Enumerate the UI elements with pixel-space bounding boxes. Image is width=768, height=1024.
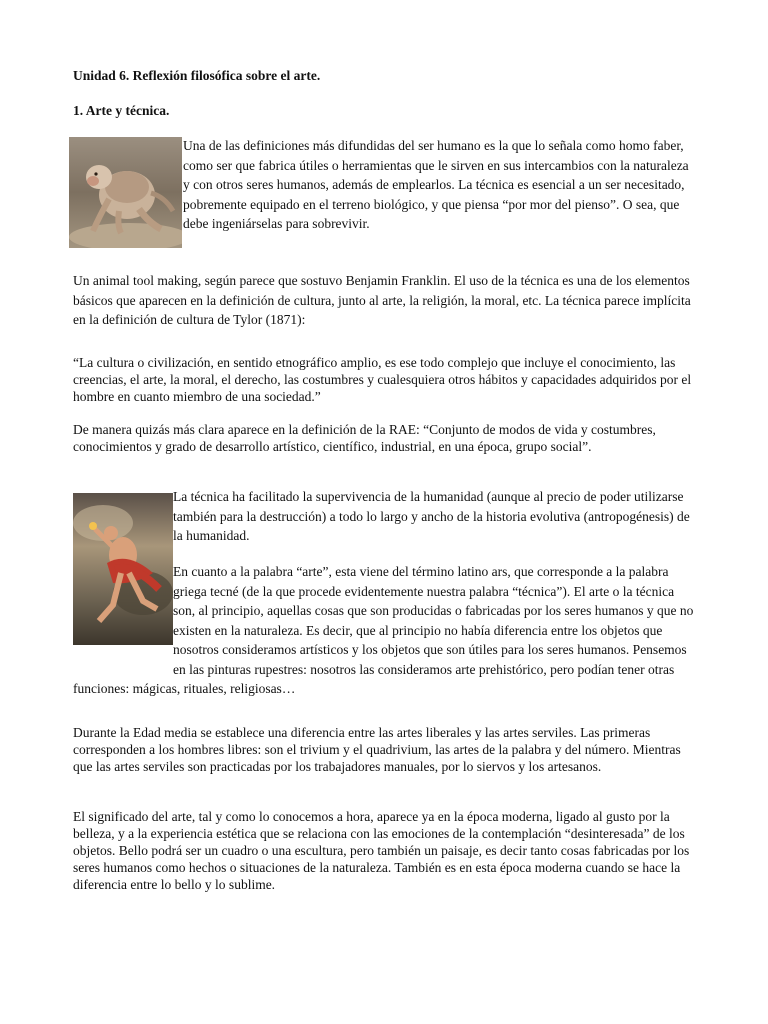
paragraph-ars-wrapper — [73, 562, 698, 699]
quote-tylor: “La cultura o civilización, en sentido etnográfico amplio, es ese todo complejo que incluye el conocimiento, las creencias, el arte, la moral, el derecho, las costumbres y cualesquiera otros hábitos y capacidades adquiridos por el hombre en cuanto miembro de una sociedad.” — [73, 355, 692, 404]
paragraph-survival: La técnica ha facilitado la supervivencia de la humanidad (aunque al precio de poder utilizarse también para la destrucción) a todo lo largo y ancho de la historia evolutiva (antropogénesis) de la humanidad. — [173, 489, 690, 543]
monkey-photo — [69, 137, 182, 248]
paragraph-modern-art: El significado del arte, tal y como lo conocemos a hora, aparece ya en la época moderna, ligado al gusto por la belleza, y a la experiencia estética que se relaciona con las emociones de la contemplación “desinteresada” de los objetos. Bello podrá ser un cuadro o una escultura, pero también un paisaje, es decir tanto cosas fabricadas por los seres humanos como hechos o situaciones de la naturaleza. También es en esta época moderna cuando se hace la diferencia entre lo bello y lo sublime. — [73, 809, 690, 892]
section-heading: 1. Arte y técnica. — [73, 103, 170, 118]
paragraph-rae: De manera quizás más clara aparece en la definición de la RAE: “Conjunto de modos de vida y costumbres, conocimientos y grado de desarrollo artístico, científico, industrial, en una época, grupo social”. — [73, 422, 656, 454]
paragraph-edad-media: Durante la Edad media se establece una diferencia entre las artes liberales y las artes serviles. Las primeras corresponden a los hombres libres: son el trivium y el quadrivium, las artes de la palabra y del número. Mientras que las artes serviles son practicadas por los trabajadores manuales, por lo siervos y los artesanos. — [73, 725, 681, 774]
document-title: Unidad 6. Reflexión filosófica sobre el arte. — [73, 68, 321, 83]
float-spacer — [73, 562, 173, 662]
paragraph-homo-faber: Una de las definiciones más difundidas del ser humano es la que lo señala como homo faber, como ser que fabrica útiles o herramientas que le sirven en sus intercambios con la naturaleza y con otros seres humanos, además de emplearlos. La técnica es esencial a un ser necesitado, pobremente equipado en el terreno biológico, y que piensa “por mor del pienso”. O sea, que debe ingeniárselas para sobrevivir. — [183, 138, 689, 231]
paragraph-ars: En cuanto a la palabra “arte”, esta viene del término latino ars, que corresponde a la palabra griega tecné (de la que procede evidentemente nuestra palabra “técnica”). El arte o la técnica son, al principio, aquellas cosas que son producidas o fabricadas por los seres humanos y que no existen en la naturaleza. Es decir, que al principio no había diferencia entre los objetos que nosotros consideramos artísticos y los objetos que son útiles para los seres humanos. Pensemos en las pinturas rupestres: nosotros las consideramos arte prehistórico, pero podían tener otras funciones: mágicas, rituales, religiosas… — [73, 564, 694, 696]
paragraph-tool-making: Un animal tool making, según parece que sostuvo Benjamin Franklin. El uso de la técnica es una de los elementos básicos que aparecen en la definición de cultura, junto al arte, la religión, la moral, etc. La técnica parece implícita en la definición de cultura de Tylor (1871): — [73, 273, 691, 327]
